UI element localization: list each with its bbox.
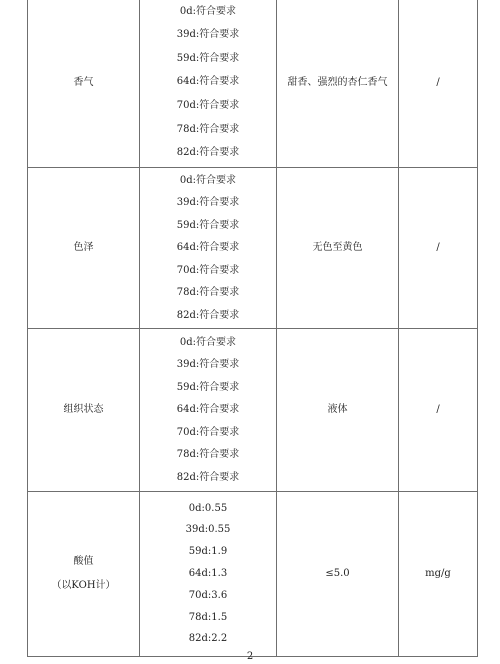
test-value: 70d:3.6 [188, 589, 228, 601]
standard-cell [277, 0, 399, 168]
item-cell [28, 168, 140, 329]
test-value: 78d:符合要求 [176, 287, 240, 298]
standard-cell [277, 168, 399, 329]
standard-cell [277, 329, 399, 492]
item-subtitle: （以KOH计） [51, 580, 116, 591]
test-values-cell [140, 0, 277, 168]
standard-text: ≤5.0 [325, 568, 350, 579]
test-values-cell [140, 168, 277, 329]
test-values-cell [140, 492, 277, 657]
test-value: 39d:0.55 [185, 524, 231, 536]
page-number: 2 [246, 651, 254, 662]
unit-text: / [436, 404, 440, 415]
item-name: 组织状态 [63, 404, 104, 415]
value-list [140, 503, 276, 646]
unit-text: mg/g [425, 568, 451, 579]
test-value: 78d:1.5 [188, 611, 228, 623]
test-value: 0d:0.55 [188, 502, 228, 514]
test-value: 70d:符合要求 [176, 100, 240, 112]
value-list [140, 175, 276, 322]
value-list [140, 337, 276, 484]
test-value: 78d:符合要求 [176, 123, 240, 135]
test-value: 59d:1.9 [188, 546, 228, 558]
unit-cell [399, 168, 478, 329]
test-value: 59d:符合要求 [176, 219, 240, 231]
unit-cell [399, 329, 478, 492]
table-row [28, 329, 478, 492]
test-value: 39d:符合要求 [176, 197, 240, 208]
test-value: 39d:符合要求 [176, 29, 240, 41]
unit-cell [399, 492, 478, 657]
test-value: 0d:符合要求 [179, 5, 237, 17]
test-value: 82d:2.2 [188, 633, 228, 645]
test-value: 0d:符合要求 [179, 174, 237, 186]
item-name: 色泽 [73, 242, 94, 253]
table-row [28, 492, 478, 657]
item-cell [28, 329, 140, 492]
item-name: 酸值 [73, 556, 94, 567]
test-value: 64d:1.3 [188, 567, 228, 579]
standard-text: 甜香、强烈的杏仁香气 [287, 76, 388, 88]
item-name: 香气 [73, 76, 94, 88]
table-row [28, 0, 478, 168]
test-value: 39d:符合要求 [176, 359, 240, 370]
test-value: 78d:符合要求 [176, 449, 240, 460]
unit-cell [399, 0, 478, 168]
unit-text: / [436, 242, 440, 253]
test-value: 82d:符合要求 [176, 147, 240, 159]
table-row [28, 168, 478, 329]
standard-text: 无色至黄色 [312, 242, 363, 253]
item-cell [28, 492, 140, 657]
test-value: 0d:符合要求 [179, 336, 237, 348]
test-value: 59d:符合要求 [176, 381, 240, 393]
test-value: 59d:符合要求 [176, 52, 240, 64]
test-value: 82d:符合要求 [176, 309, 240, 321]
test-values-cell [140, 329, 277, 492]
test-value: 64d:符合要求 [176, 242, 240, 253]
test-value: 70d:符合要求 [176, 264, 240, 276]
test-value: 82d:符合要求 [176, 471, 240, 483]
test-value: 64d:符合要求 [176, 76, 240, 88]
item-cell [28, 0, 140, 168]
unit-text: / [436, 76, 440, 88]
test-value: 70d:符合要求 [176, 426, 240, 438]
standard-text: 液体 [327, 404, 348, 415]
test-value: 64d:符合要求 [176, 404, 240, 415]
value-list [140, 6, 276, 160]
standard-cell [277, 492, 399, 657]
quality-test-table [27, 0, 478, 657]
